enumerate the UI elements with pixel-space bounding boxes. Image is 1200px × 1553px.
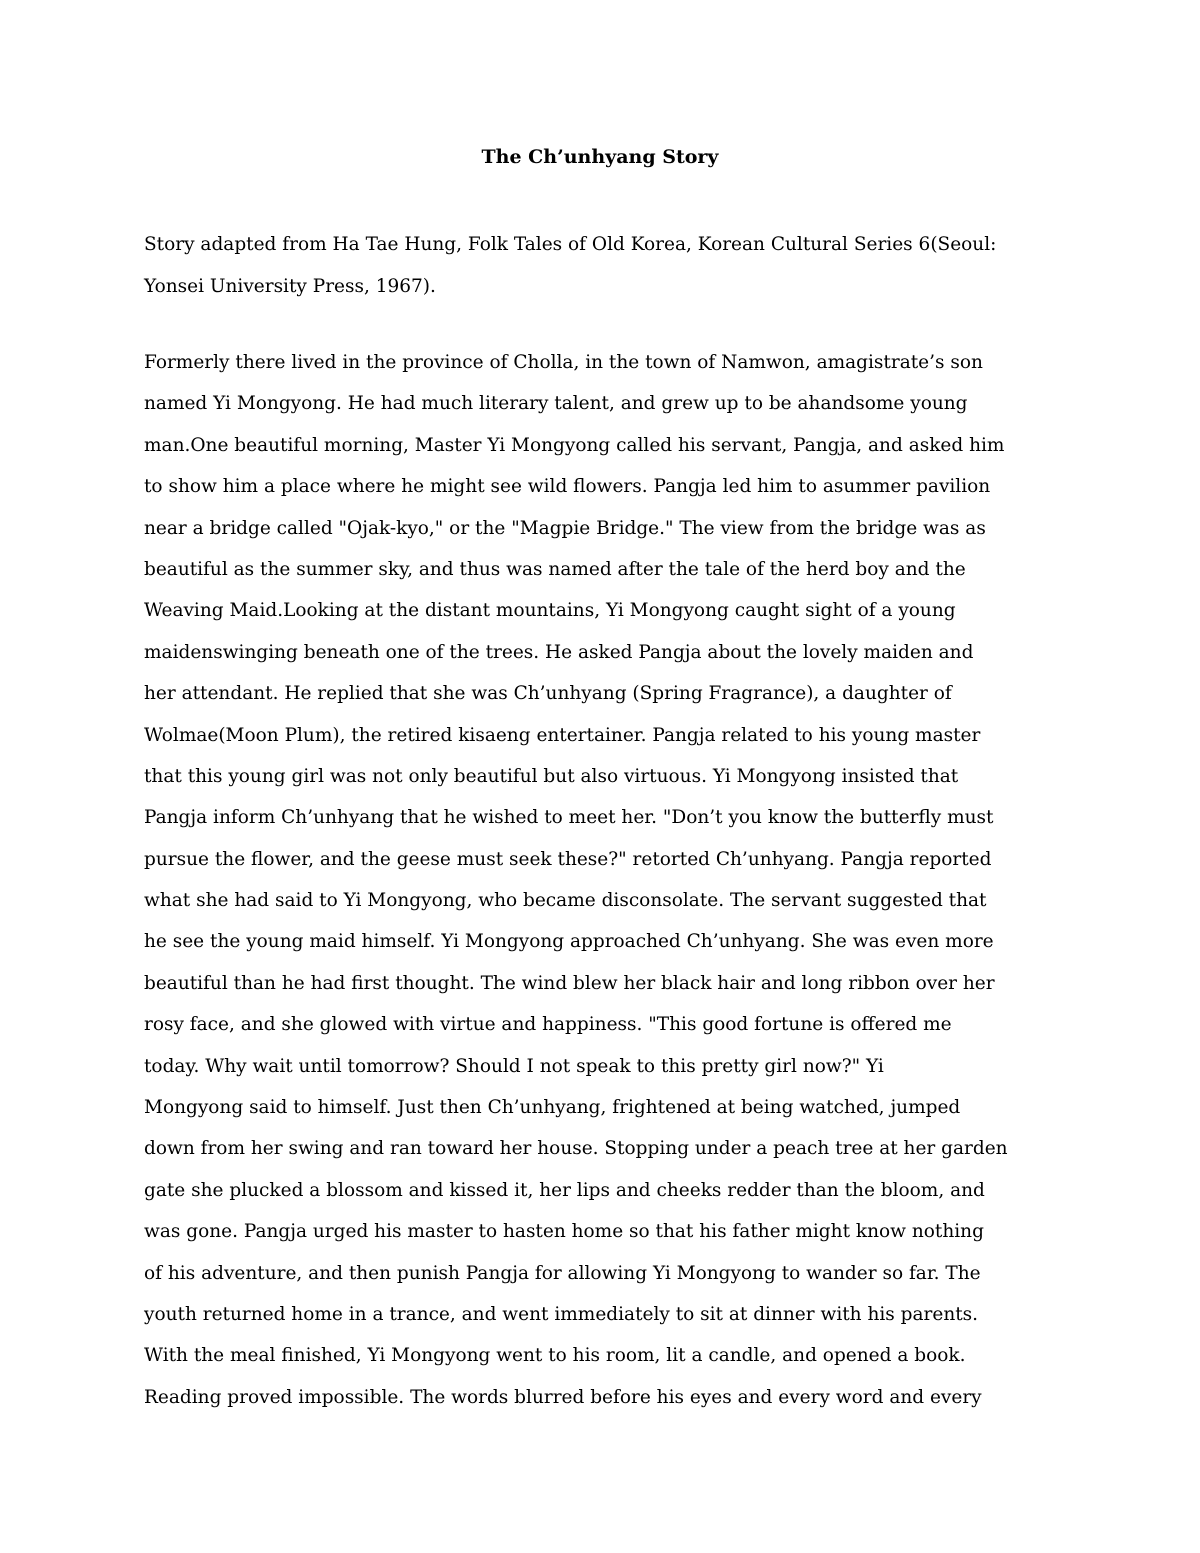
body-line: Weaving Maid.Looking at the distant mountains, Yi Mongyong caught sight of a young xyxy=(144,600,956,622)
body-line: man.One beautiful morning, Master Yi Mongyong called his servant, Pangja, and asked him xyxy=(144,434,1005,456)
body-line: beautiful than he had first thought. The wind blew her black hair and long ribbon over her xyxy=(144,972,995,994)
body-line: named Yi Mongyong. He had much literary talent, and grew up to be ahandsome young xyxy=(144,393,968,415)
body-line: Pangja inform Ch’unhyang that he wished to meet her. "Don’t you know the butterfly must xyxy=(144,807,994,829)
body-line: he see the young maid himself. Yi Mongyong approached Ch’unhyang. She was even more xyxy=(144,931,994,953)
body-line: near a bridge called "Ojak-kyo," or the "Magpie Bridge." The view from the bridge was as xyxy=(144,517,986,539)
body-line: pursue the flower, and the geese must seek these?" retorted Ch’unhyang. Pangja reported xyxy=(144,848,992,870)
story-body xyxy=(144,342,1064,1418)
body-line: down from her swing and ran toward her house. Stopping under a peach tree at her garden xyxy=(144,1138,1008,1160)
source-line: Yonsei University Press, 1967). xyxy=(144,275,436,297)
body-line: today. Why wait until tomorrow? Should I not speak to this pretty girl now?" Yi xyxy=(144,1055,884,1077)
body-line: Mongyong said to himself. Just then Ch’unhyang, frightened at being watched, jumped xyxy=(144,1097,961,1119)
body-line: that this young girl was not only beautiful but also virtuous. Yi Mongyong insisted that xyxy=(144,765,959,787)
body-line: what she had said to Yi Mongyong, who became disconsolate. The servant suggested that xyxy=(144,890,987,912)
body-line: Wolmae(Moon Plum), the retired kisaeng entertainer. Pangja related to his young master xyxy=(144,724,981,746)
body-line: maidenswinging beneath one of the trees. He asked Pangja about the lovely maiden and xyxy=(144,641,974,663)
body-line: youth returned home in a trance, and went immediately to sit at dinner with his parents. xyxy=(144,1303,979,1325)
body-line: beautiful as the summer sky, and thus was named after the tale of the herd boy and the xyxy=(144,558,966,580)
body-line: to show him a place where he might see wild flowers. Pangja led him to asummer pavilion xyxy=(144,476,991,498)
body-line: of his adventure, and then punish Pangja for allowing Yi Mongyong to wander so far. The xyxy=(144,1262,981,1284)
source-line: Story adapted from Ha Tae Hung, Folk Tales of Old Korea, Korean Cultural Series 6(Seoul: xyxy=(144,234,997,255)
body-line: gate she plucked a blossom and kissed it, her lips and cheeks redder than the bloom, and xyxy=(144,1179,985,1201)
body-line: With the meal finished, Yi Mongyong went to his room, lit a candle, and opened a book. xyxy=(144,1345,966,1367)
source-citation xyxy=(144,224,1064,307)
body-line: her attendant. He replied that she was Ch’unhyang (Spring Fragrance), a daughter of xyxy=(144,683,952,705)
body-line: was gone. Pangja urged his master to hasten home so that his father might know nothing xyxy=(144,1221,984,1243)
body-line: Reading proved impossible. The words blurred before his eyes and every word and every xyxy=(144,1386,982,1408)
body-line: rosy face, and she glowed with virtue and happiness. "This good fortune is offered me xyxy=(144,1014,952,1036)
document-title: The Ch’unhyang Story xyxy=(481,146,719,168)
body-line: Formerly there lived in the province of Cholla, in the town of Namwon, amagistrate’s son xyxy=(144,352,983,373)
